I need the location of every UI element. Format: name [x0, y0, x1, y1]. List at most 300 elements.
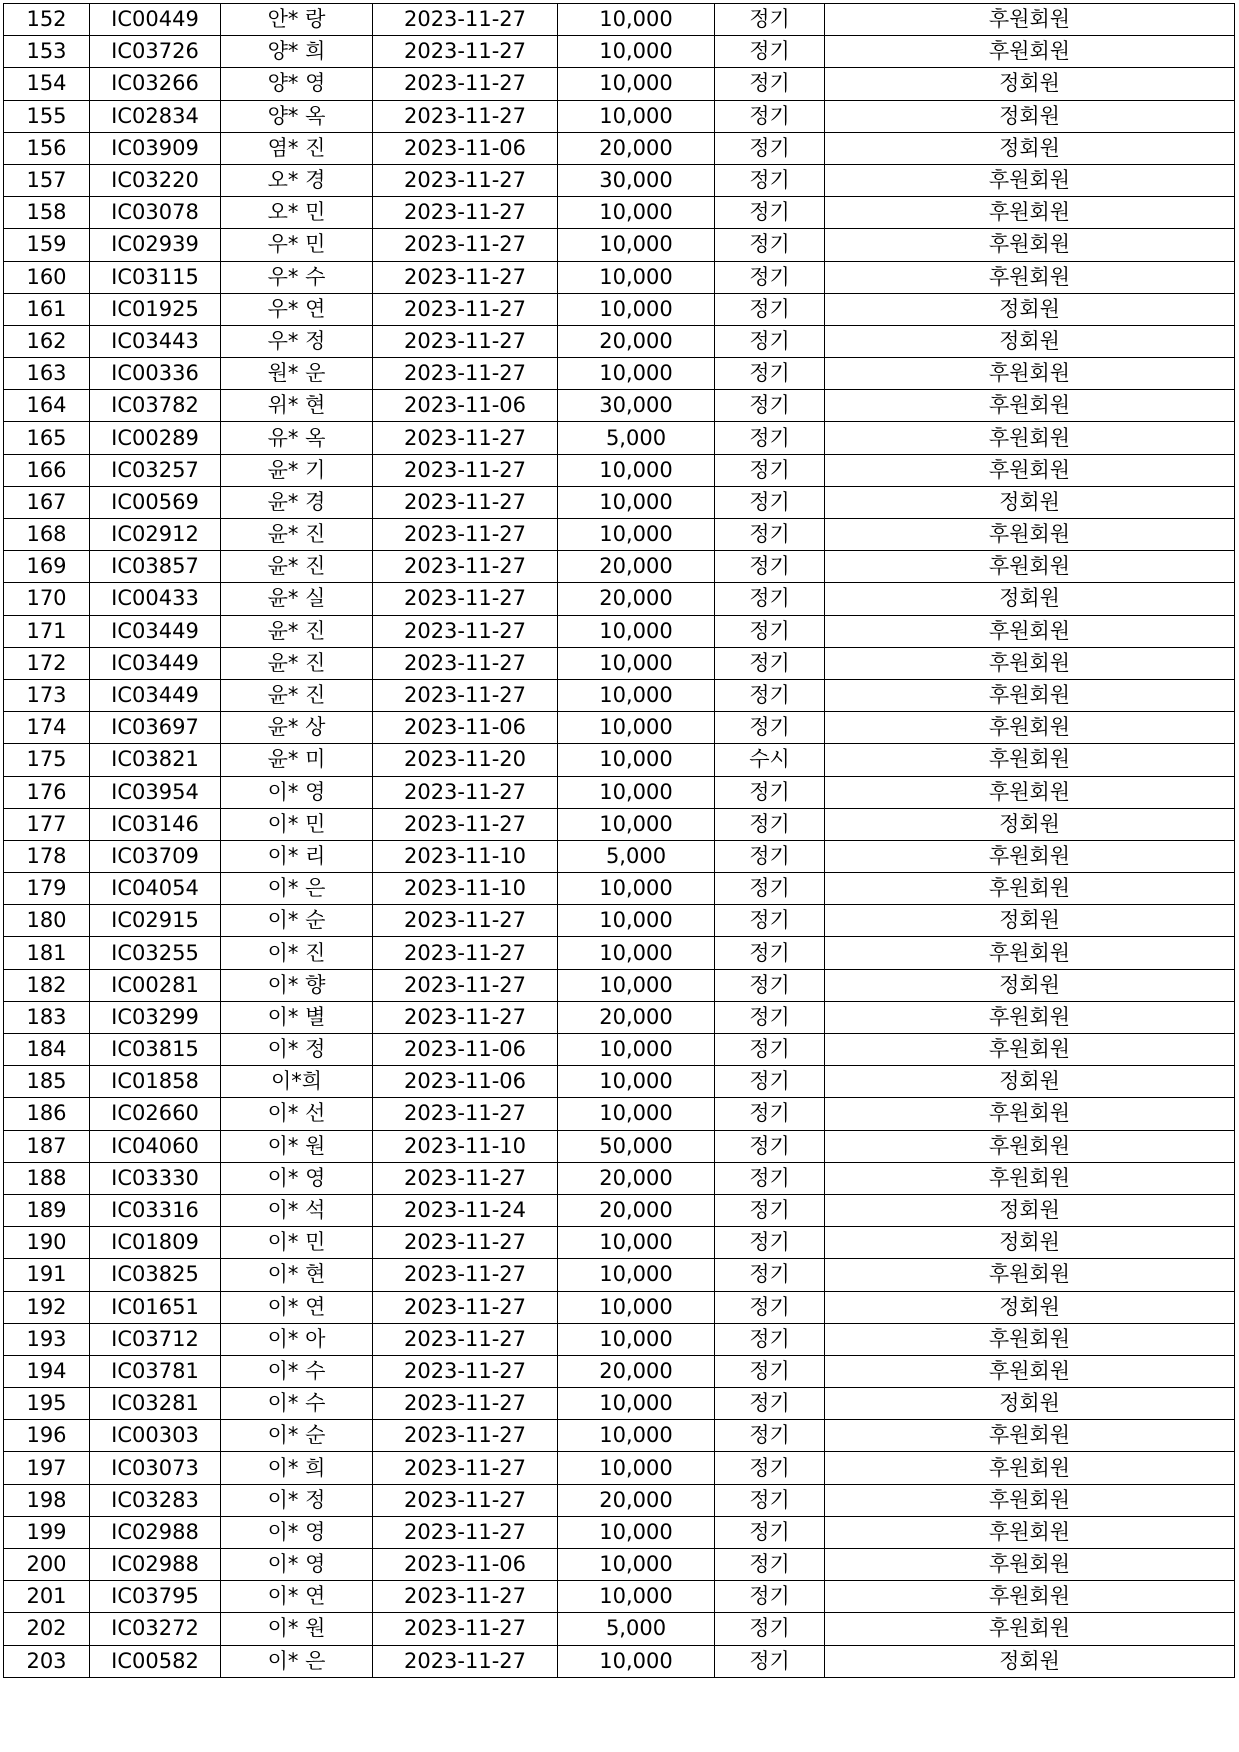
amount-cell: 10,000	[558, 937, 715, 969]
member-id-cell: IC03712	[90, 1323, 221, 1355]
member-type-cell: 후원회원	[825, 1549, 1235, 1581]
member-type-cell: 정회원	[825, 905, 1235, 937]
member-id-cell: IC00281	[90, 969, 221, 1001]
table-row	[4, 1484, 1235, 1516]
donation-type-cell: 정기	[715, 132, 825, 164]
member-type-cell: 후원회원	[825, 519, 1235, 551]
donation-date-cell: 2023-11-27	[373, 1645, 558, 1677]
row-number-cell: 202	[4, 1613, 90, 1645]
donation-date-cell: 2023-11-27	[373, 358, 558, 390]
donor-table-body	[4, 4, 1235, 1678]
donor-name-cell: 이* 영	[221, 1516, 373, 1548]
table-row	[4, 519, 1235, 551]
amount-cell: 10,000	[558, 776, 715, 808]
donation-type-cell: 정기	[715, 905, 825, 937]
donor-name-cell: 이* 원	[221, 1130, 373, 1162]
row-number-cell: 166	[4, 454, 90, 486]
member-id-cell: IC03073	[90, 1452, 221, 1484]
donation-type-cell: 정기	[715, 1613, 825, 1645]
member-id-cell: IC00582	[90, 1645, 221, 1677]
donation-date-cell: 2023-11-27	[373, 1420, 558, 1452]
amount-cell: 10,000	[558, 1291, 715, 1323]
row-number-cell: 194	[4, 1355, 90, 1387]
member-id-cell: IC03795	[90, 1581, 221, 1613]
donor-name-cell: 이* 민	[221, 1227, 373, 1259]
table-row	[4, 132, 1235, 164]
member-type-cell: 정회원	[825, 1645, 1235, 1677]
member-id-cell: IC03443	[90, 325, 221, 357]
row-number-cell: 153	[4, 36, 90, 68]
member-type-cell: 정회원	[825, 132, 1235, 164]
donation-date-cell: 2023-11-27	[373, 615, 558, 647]
donor-name-cell: 이* 민	[221, 808, 373, 840]
member-id-cell: IC03781	[90, 1355, 221, 1387]
table-row	[4, 1034, 1235, 1066]
row-number-cell: 196	[4, 1420, 90, 1452]
amount-cell: 20,000	[558, 132, 715, 164]
amount-cell: 10,000	[558, 1034, 715, 1066]
row-number-cell: 179	[4, 873, 90, 905]
row-number-cell: 176	[4, 776, 90, 808]
member-type-cell: 후원회원	[825, 164, 1235, 196]
member-id-cell: IC03857	[90, 551, 221, 583]
donor-name-cell: 윤* 기	[221, 454, 373, 486]
row-number-cell: 161	[4, 293, 90, 325]
table-row	[4, 1194, 1235, 1226]
amount-cell: 20,000	[558, 551, 715, 583]
table-row	[4, 293, 1235, 325]
donor-name-cell: 안* 랑	[221, 4, 373, 36]
amount-cell: 20,000	[558, 1001, 715, 1033]
member-id-cell: IC03825	[90, 1259, 221, 1291]
member-id-cell: IC03449	[90, 647, 221, 679]
row-number-cell: 172	[4, 647, 90, 679]
donor-name-cell: 우* 민	[221, 229, 373, 261]
amount-cell: 10,000	[558, 1549, 715, 1581]
donation-type-cell: 정기	[715, 358, 825, 390]
member-type-cell: 후원회원	[825, 776, 1235, 808]
row-number-cell: 169	[4, 551, 90, 583]
amount-cell: 10,000	[558, 36, 715, 68]
table-row	[4, 261, 1235, 293]
row-number-cell: 198	[4, 1484, 90, 1516]
donation-date-cell: 2023-11-10	[373, 1130, 558, 1162]
row-number-cell: 187	[4, 1130, 90, 1162]
member-id-cell: IC00289	[90, 422, 221, 454]
donation-type-cell: 정기	[715, 1323, 825, 1355]
donation-type-cell: 정기	[715, 679, 825, 711]
donation-type-cell: 정기	[715, 390, 825, 422]
amount-cell: 10,000	[558, 873, 715, 905]
member-type-cell: 후원회원	[825, 1355, 1235, 1387]
table-row	[4, 905, 1235, 937]
donation-type-cell: 정기	[715, 969, 825, 1001]
row-number-cell: 178	[4, 840, 90, 872]
member-type-cell: 후원회원	[825, 647, 1235, 679]
row-number-cell: 186	[4, 1098, 90, 1130]
donation-type-cell: 정기	[715, 1516, 825, 1548]
table-row	[4, 1355, 1235, 1387]
donation-date-cell: 2023-11-27	[373, 937, 558, 969]
donation-date-cell: 2023-11-27	[373, 551, 558, 583]
table-row	[4, 873, 1235, 905]
row-number-cell: 200	[4, 1549, 90, 1581]
donation-date-cell: 2023-11-27	[373, 1323, 558, 1355]
member-id-cell: IC03257	[90, 454, 221, 486]
row-number-cell: 175	[4, 744, 90, 776]
table-row	[4, 712, 1235, 744]
donor-name-cell: 윤* 진	[221, 647, 373, 679]
member-type-cell: 후원회원	[825, 937, 1235, 969]
member-type-cell: 후원회원	[825, 1516, 1235, 1548]
donation-type-cell: 정기	[715, 551, 825, 583]
donation-date-cell: 2023-11-27	[373, 1001, 558, 1033]
member-type-cell: 후원회원	[825, 422, 1235, 454]
donation-type-cell: 정기	[715, 293, 825, 325]
row-number-cell: 185	[4, 1066, 90, 1098]
donor-name-cell: 위* 현	[221, 390, 373, 422]
amount-cell: 5,000	[558, 422, 715, 454]
row-number-cell: 167	[4, 486, 90, 518]
member-id-cell: IC03283	[90, 1484, 221, 1516]
donor-name-cell: 이* 순	[221, 905, 373, 937]
donor-name-cell: 오* 민	[221, 197, 373, 229]
amount-cell: 10,000	[558, 808, 715, 840]
member-id-cell: IC03266	[90, 68, 221, 100]
donation-type-cell: 정기	[715, 873, 825, 905]
member-type-cell: 정회원	[825, 1388, 1235, 1420]
donation-date-cell: 2023-11-27	[373, 422, 558, 454]
donor-name-cell: 윤* 진	[221, 615, 373, 647]
table-row	[4, 454, 1235, 486]
table-row	[4, 1516, 1235, 1548]
amount-cell: 10,000	[558, 454, 715, 486]
row-number-cell: 156	[4, 132, 90, 164]
member-type-cell: 정회원	[825, 325, 1235, 357]
donation-type-cell: 정기	[715, 840, 825, 872]
member-id-cell: IC02939	[90, 229, 221, 261]
donation-date-cell: 2023-11-27	[373, 1291, 558, 1323]
donor-name-cell: 이* 연	[221, 1291, 373, 1323]
table-row	[4, 1645, 1235, 1677]
donor-name-cell: 이* 희	[221, 1452, 373, 1484]
donation-date-cell: 2023-11-27	[373, 1259, 558, 1291]
donation-date-cell: 2023-11-27	[373, 486, 558, 518]
donation-date-cell: 2023-11-06	[373, 712, 558, 744]
donation-type-cell: 정기	[715, 1581, 825, 1613]
donation-type-cell: 정기	[715, 1162, 825, 1194]
donor-name-cell: 염* 진	[221, 132, 373, 164]
table-row	[4, 68, 1235, 100]
row-number-cell: 189	[4, 1194, 90, 1226]
donation-date-cell: 2023-11-27	[373, 1581, 558, 1613]
member-type-cell: 후원회원	[825, 358, 1235, 390]
table-row	[4, 1452, 1235, 1484]
row-number-cell: 192	[4, 1291, 90, 1323]
member-type-cell: 후원회원	[825, 551, 1235, 583]
donor-name-cell: 이* 수	[221, 1355, 373, 1387]
member-id-cell: IC03272	[90, 1613, 221, 1645]
amount-cell: 10,000	[558, 229, 715, 261]
donation-date-cell: 2023-11-27	[373, 1162, 558, 1194]
member-id-cell: IC03078	[90, 197, 221, 229]
member-id-cell: IC03782	[90, 390, 221, 422]
table-row	[4, 615, 1235, 647]
row-number-cell: 168	[4, 519, 90, 551]
row-number-cell: 197	[4, 1452, 90, 1484]
amount-cell: 10,000	[558, 679, 715, 711]
donation-date-cell: 2023-11-27	[373, 454, 558, 486]
donation-type-cell: 정기	[715, 1098, 825, 1130]
member-id-cell: IC03281	[90, 1388, 221, 1420]
member-type-cell: 정회원	[825, 969, 1235, 1001]
amount-cell: 10,000	[558, 519, 715, 551]
donor-name-cell: 윤* 상	[221, 712, 373, 744]
row-number-cell: 195	[4, 1388, 90, 1420]
donation-type-cell: 정기	[715, 486, 825, 518]
donation-type-cell: 정기	[715, 229, 825, 261]
member-type-cell: 정회원	[825, 1066, 1235, 1098]
donation-type-cell: 정기	[715, 1227, 825, 1259]
donation-date-cell: 2023-11-10	[373, 873, 558, 905]
member-type-cell: 후원회원	[825, 1323, 1235, 1355]
donation-date-cell: 2023-11-27	[373, 4, 558, 36]
donor-name-cell: 이* 영	[221, 1162, 373, 1194]
donation-date-cell: 2023-11-24	[373, 1194, 558, 1226]
donation-type-cell: 정기	[715, 1001, 825, 1033]
member-id-cell: IC01809	[90, 1227, 221, 1259]
table-row	[4, 937, 1235, 969]
donation-date-cell: 2023-11-27	[373, 68, 558, 100]
donor-name-cell: 양* 희	[221, 36, 373, 68]
donor-name-cell: 이* 정	[221, 1484, 373, 1516]
donation-type-cell: 정기	[715, 808, 825, 840]
amount-cell: 10,000	[558, 1227, 715, 1259]
table-row	[4, 808, 1235, 840]
member-type-cell: 후원회원	[825, 1130, 1235, 1162]
table-row	[4, 1388, 1235, 1420]
member-type-cell: 정회원	[825, 100, 1235, 132]
donor-name-cell: 윤* 진	[221, 679, 373, 711]
member-id-cell: IC03697	[90, 712, 221, 744]
amount-cell: 10,000	[558, 1645, 715, 1677]
donation-date-cell: 2023-11-06	[373, 1034, 558, 1066]
member-id-cell: IC03255	[90, 937, 221, 969]
donor-name-cell: 이* 영	[221, 1549, 373, 1581]
table-row	[4, 551, 1235, 583]
member-type-cell: 후원회원	[825, 36, 1235, 68]
amount-cell: 10,000	[558, 1516, 715, 1548]
table-row	[4, 1259, 1235, 1291]
member-type-cell: 후원회원	[825, 4, 1235, 36]
table-row	[4, 197, 1235, 229]
donation-type-cell: 정기	[715, 1452, 825, 1484]
donation-type-cell: 정기	[715, 1549, 825, 1581]
member-id-cell: IC02988	[90, 1549, 221, 1581]
member-id-cell: IC00336	[90, 358, 221, 390]
donation-type-cell: 정기	[715, 1066, 825, 1098]
row-number-cell: 155	[4, 100, 90, 132]
donor-name-cell: 윤* 진	[221, 519, 373, 551]
donor-name-cell: 이* 아	[221, 1323, 373, 1355]
donation-date-cell: 2023-11-06	[373, 132, 558, 164]
donor-name-cell: 우* 정	[221, 325, 373, 357]
donation-date-cell: 2023-11-27	[373, 969, 558, 1001]
member-id-cell: IC03115	[90, 261, 221, 293]
member-id-cell: IC03815	[90, 1034, 221, 1066]
member-type-cell: 후원회원	[825, 1259, 1235, 1291]
member-type-cell: 정회원	[825, 808, 1235, 840]
member-id-cell: IC03709	[90, 840, 221, 872]
donation-type-cell: 정기	[715, 422, 825, 454]
amount-cell: 30,000	[558, 164, 715, 196]
donation-date-cell: 2023-11-27	[373, 325, 558, 357]
member-id-cell: IC03449	[90, 679, 221, 711]
table-row	[4, 1420, 1235, 1452]
table-row	[4, 1098, 1235, 1130]
donor-name-cell: 양* 영	[221, 68, 373, 100]
donation-type-cell: 정기	[715, 454, 825, 486]
amount-cell: 10,000	[558, 4, 715, 36]
amount-cell: 20,000	[558, 325, 715, 357]
donor-name-cell: 이* 진	[221, 937, 373, 969]
donation-type-cell: 정기	[715, 1291, 825, 1323]
member-id-cell: IC02988	[90, 1516, 221, 1548]
member-type-cell: 정회원	[825, 1291, 1235, 1323]
amount-cell: 10,000	[558, 1388, 715, 1420]
row-number-cell: 203	[4, 1645, 90, 1677]
member-type-cell: 후원회원	[825, 390, 1235, 422]
donor-name-cell: 이* 수	[221, 1388, 373, 1420]
donation-date-cell: 2023-11-27	[373, 1484, 558, 1516]
row-number-cell: 162	[4, 325, 90, 357]
donation-type-cell: 정기	[715, 1194, 825, 1226]
donation-type-cell: 정기	[715, 647, 825, 679]
amount-cell: 10,000	[558, 1323, 715, 1355]
row-number-cell: 191	[4, 1259, 90, 1291]
member-type-cell: 후원회원	[825, 1034, 1235, 1066]
donation-type-cell: 정기	[715, 937, 825, 969]
member-type-cell: 후원회원	[825, 873, 1235, 905]
donor-name-cell: 이* 별	[221, 1001, 373, 1033]
donation-type-cell: 정기	[715, 4, 825, 36]
donor-name-cell: 우* 연	[221, 293, 373, 325]
amount-cell: 10,000	[558, 68, 715, 100]
row-number-cell: 159	[4, 229, 90, 261]
row-number-cell: 184	[4, 1034, 90, 1066]
table-row	[4, 1001, 1235, 1033]
row-number-cell: 164	[4, 390, 90, 422]
amount-cell: 10,000	[558, 1420, 715, 1452]
table-row	[4, 1323, 1235, 1355]
donation-type-cell: 정기	[715, 325, 825, 357]
donation-type-cell: 정기	[715, 1420, 825, 1452]
row-number-cell: 177	[4, 808, 90, 840]
amount-cell: 10,000	[558, 744, 715, 776]
amount-cell: 20,000	[558, 1484, 715, 1516]
member-type-cell: 정회원	[825, 1227, 1235, 1259]
member-type-cell: 후원회원	[825, 1613, 1235, 1645]
member-type-cell: 후원회원	[825, 454, 1235, 486]
donor-name-cell: 이* 석	[221, 1194, 373, 1226]
donation-type-cell: 정기	[715, 68, 825, 100]
donor-table	[3, 3, 1235, 1678]
amount-cell: 10,000	[558, 1452, 715, 1484]
donor-name-cell: 이* 은	[221, 1645, 373, 1677]
donation-date-cell: 2023-11-06	[373, 1066, 558, 1098]
donor-name-cell: 양* 옥	[221, 100, 373, 132]
table-row	[4, 1291, 1235, 1323]
table-row	[4, 229, 1235, 261]
member-type-cell: 후원회원	[825, 744, 1235, 776]
donor-name-cell: 유* 옥	[221, 422, 373, 454]
donor-name-cell: 이* 선	[221, 1098, 373, 1130]
donation-date-cell: 2023-11-27	[373, 229, 558, 261]
donation-type-cell: 정기	[715, 776, 825, 808]
donation-date-cell: 2023-11-06	[373, 1549, 558, 1581]
member-type-cell: 후원회원	[825, 679, 1235, 711]
donor-name-cell: 이* 리	[221, 840, 373, 872]
donation-type-cell: 정기	[715, 712, 825, 744]
table-row	[4, 647, 1235, 679]
table-row	[4, 325, 1235, 357]
donor-name-cell: 윤* 실	[221, 583, 373, 615]
donation-date-cell: 2023-11-27	[373, 1227, 558, 1259]
table-row	[4, 422, 1235, 454]
amount-cell: 30,000	[558, 390, 715, 422]
member-id-cell: IC00303	[90, 1420, 221, 1452]
member-id-cell: IC02912	[90, 519, 221, 551]
row-number-cell: 173	[4, 679, 90, 711]
row-number-cell: 199	[4, 1516, 90, 1548]
donation-type-cell: 정기	[715, 1130, 825, 1162]
table-row	[4, 36, 1235, 68]
donor-name-cell: 오* 경	[221, 164, 373, 196]
member-id-cell: IC01651	[90, 1291, 221, 1323]
member-id-cell: IC03954	[90, 776, 221, 808]
donation-date-cell: 2023-11-27	[373, 1098, 558, 1130]
donor-name-cell: 이* 향	[221, 969, 373, 1001]
donor-name-cell: 이* 정	[221, 1034, 373, 1066]
member-id-cell: IC03821	[90, 744, 221, 776]
donor-name-cell: 윤* 미	[221, 744, 373, 776]
donation-type-cell: 정기	[715, 1484, 825, 1516]
table-row	[4, 164, 1235, 196]
row-number-cell: 158	[4, 197, 90, 229]
amount-cell: 10,000	[558, 1098, 715, 1130]
amount-cell: 10,000	[558, 1066, 715, 1098]
member-type-cell: 후원회원	[825, 1001, 1235, 1033]
donor-name-cell: 윤* 진	[221, 551, 373, 583]
donor-name-cell: 이* 현	[221, 1259, 373, 1291]
member-id-cell: IC02834	[90, 100, 221, 132]
member-type-cell: 후원회원	[825, 712, 1235, 744]
donation-date-cell: 2023-11-27	[373, 1355, 558, 1387]
donation-type-cell: 정기	[715, 1388, 825, 1420]
table-row	[4, 969, 1235, 1001]
member-type-cell: 후원회원	[825, 261, 1235, 293]
amount-cell: 5,000	[558, 840, 715, 872]
donation-date-cell: 2023-11-20	[373, 744, 558, 776]
donor-name-cell: 이* 영	[221, 776, 373, 808]
row-number-cell: 182	[4, 969, 90, 1001]
amount-cell: 20,000	[558, 1162, 715, 1194]
member-id-cell: IC03909	[90, 132, 221, 164]
row-number-cell: 170	[4, 583, 90, 615]
donation-type-cell: 정기	[715, 583, 825, 615]
row-number-cell: 201	[4, 1581, 90, 1613]
member-type-cell: 후원회원	[825, 615, 1235, 647]
